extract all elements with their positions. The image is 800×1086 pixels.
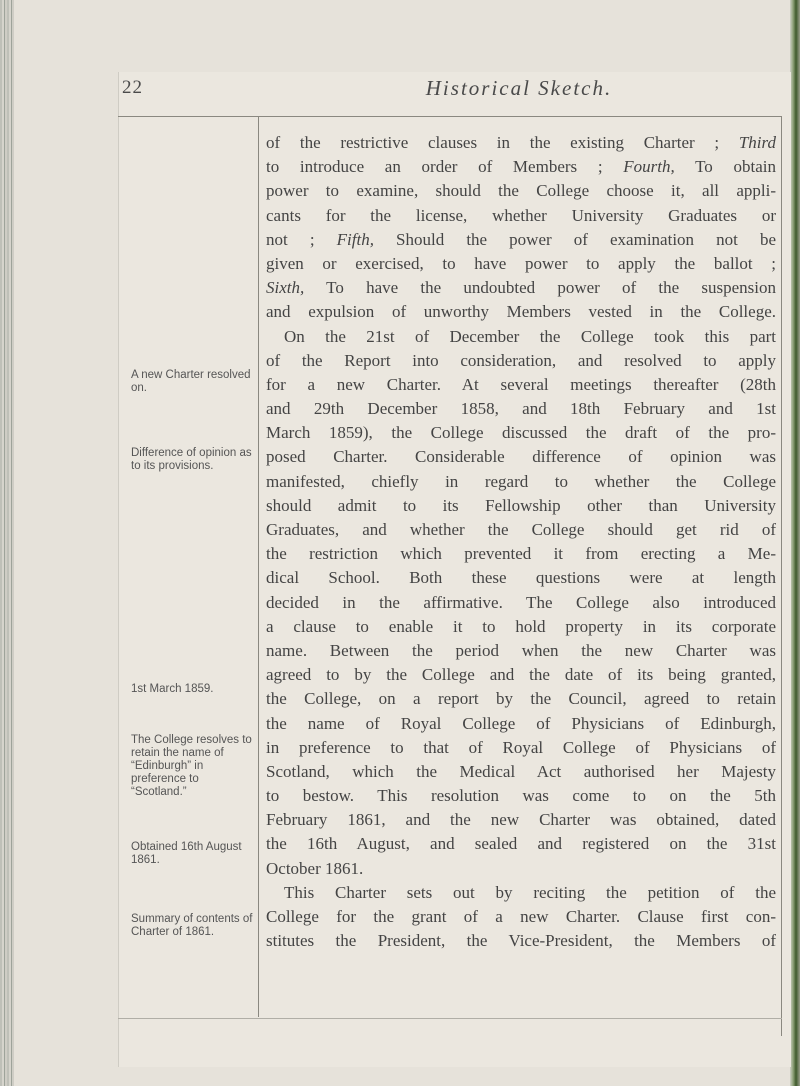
text-line: This Charter sets out by reciting the petition of the — [284, 882, 776, 902]
scan-right-edge — [790, 0, 800, 1086]
right-border-rule — [781, 116, 782, 1036]
text-line: the College, on a report by the Council, agreed to retain — [266, 689, 776, 709]
text-line: posed Charter. Considerable difference of opinion was — [266, 447, 776, 467]
margin-note-new-charter: A new Charter resolved on. — [131, 369, 251, 394]
margin-note-difference-of-opinion: Difference of opinion as to its provisions. — [131, 447, 252, 472]
text-line: March 1859), the College discussed the draft of the pro- — [266, 423, 776, 443]
text-line: of the Report into consideration, and resolved to apply — [266, 350, 776, 370]
text-line: manifested, chiefly in regard to whether the College — [266, 471, 776, 491]
text-line: the 16th August, and sealed and registered on the 31st — [266, 834, 776, 854]
text-line: cants for the license, whether University Graduates or — [266, 205, 776, 225]
text-line: stitutes the President, the Vice-President, the Members of — [266, 931, 776, 951]
text-line: power to examine, should the College choose it, all appli- — [266, 181, 776, 201]
text-line: given or exercised, to have power to apply the ballot ; — [266, 253, 776, 273]
margin-note-obtained: Obtained 16th August 1861. — [131, 841, 242, 866]
text-line: of the restrictive clauses in the existing Charter ; Third — [266, 133, 776, 152]
text-line: Scotland, which the Medical Act authorised her Majesty — [266, 761, 776, 781]
text-line: dical School. Both these questions were at length — [266, 568, 776, 588]
text-line: agreed to by the College and the date of its being granted, — [266, 665, 776, 685]
text-line: should admit to its Fellowship other than University — [266, 495, 776, 515]
text-line: and expulsion of unworthy Members vested in the College. — [266, 302, 776, 322]
text-line: Graduates, and whether the College should get rid of — [266, 520, 776, 539]
margin-note-date-1859: 1st March 1859. — [131, 683, 214, 695]
text-line: College for the grant of a new Charter. Clause first con- — [266, 907, 776, 926]
body-text — [266, 131, 776, 953]
margin-column-rule — [258, 117, 259, 1017]
margin-note-retain-name: The College resolves to retain the name of “Edinburgh” in preference to “Scotland.” — [131, 734, 252, 798]
text-line: the name of Royal College of Physicians of Edinburgh, — [266, 713, 776, 733]
text-line: not ; Fifth, Should the power of examination not be — [266, 229, 776, 249]
margin-note-summary: Summary of contents of Charter of 1861. — [131, 913, 253, 938]
text-line: a clause to enable it to hold property in its corporate — [266, 616, 776, 636]
footer-rule — [118, 1018, 782, 1019]
page-number: 22 — [122, 77, 143, 98]
text-line: in preference to that of Royal College of Physicians of — [266, 737, 776, 757]
text-line: to bestow. This resolution was come to on the 5th — [266, 786, 776, 806]
text-line: February 1861, and the new Charter was obtained, dated — [266, 810, 776, 830]
text-line: decided in the affirmative. The College also introduced — [266, 592, 776, 612]
text-line: for a new Charter. At several meetings thereafter (28th — [266, 374, 776, 394]
scan-left-edge — [0, 0, 14, 1086]
text-line: and 29th December 1858, and 18th February and 1st — [266, 399, 776, 419]
running-title: Historical Sketch. — [425, 76, 613, 100]
text-line: On the 21st of December the College took this part — [284, 326, 776, 346]
text-line: name. Between the period when the new Charter was — [266, 640, 776, 660]
text-line: to introduce an order of Members ; Fourth, To obtain — [266, 157, 776, 177]
text-line: Sixth, To have the undoubted power of the suspension — [266, 278, 776, 298]
header-rule — [118, 116, 782, 117]
text-line: October 1861. — [266, 858, 364, 878]
text-line: the restriction which prevented it from erecting a Me- — [266, 544, 776, 564]
